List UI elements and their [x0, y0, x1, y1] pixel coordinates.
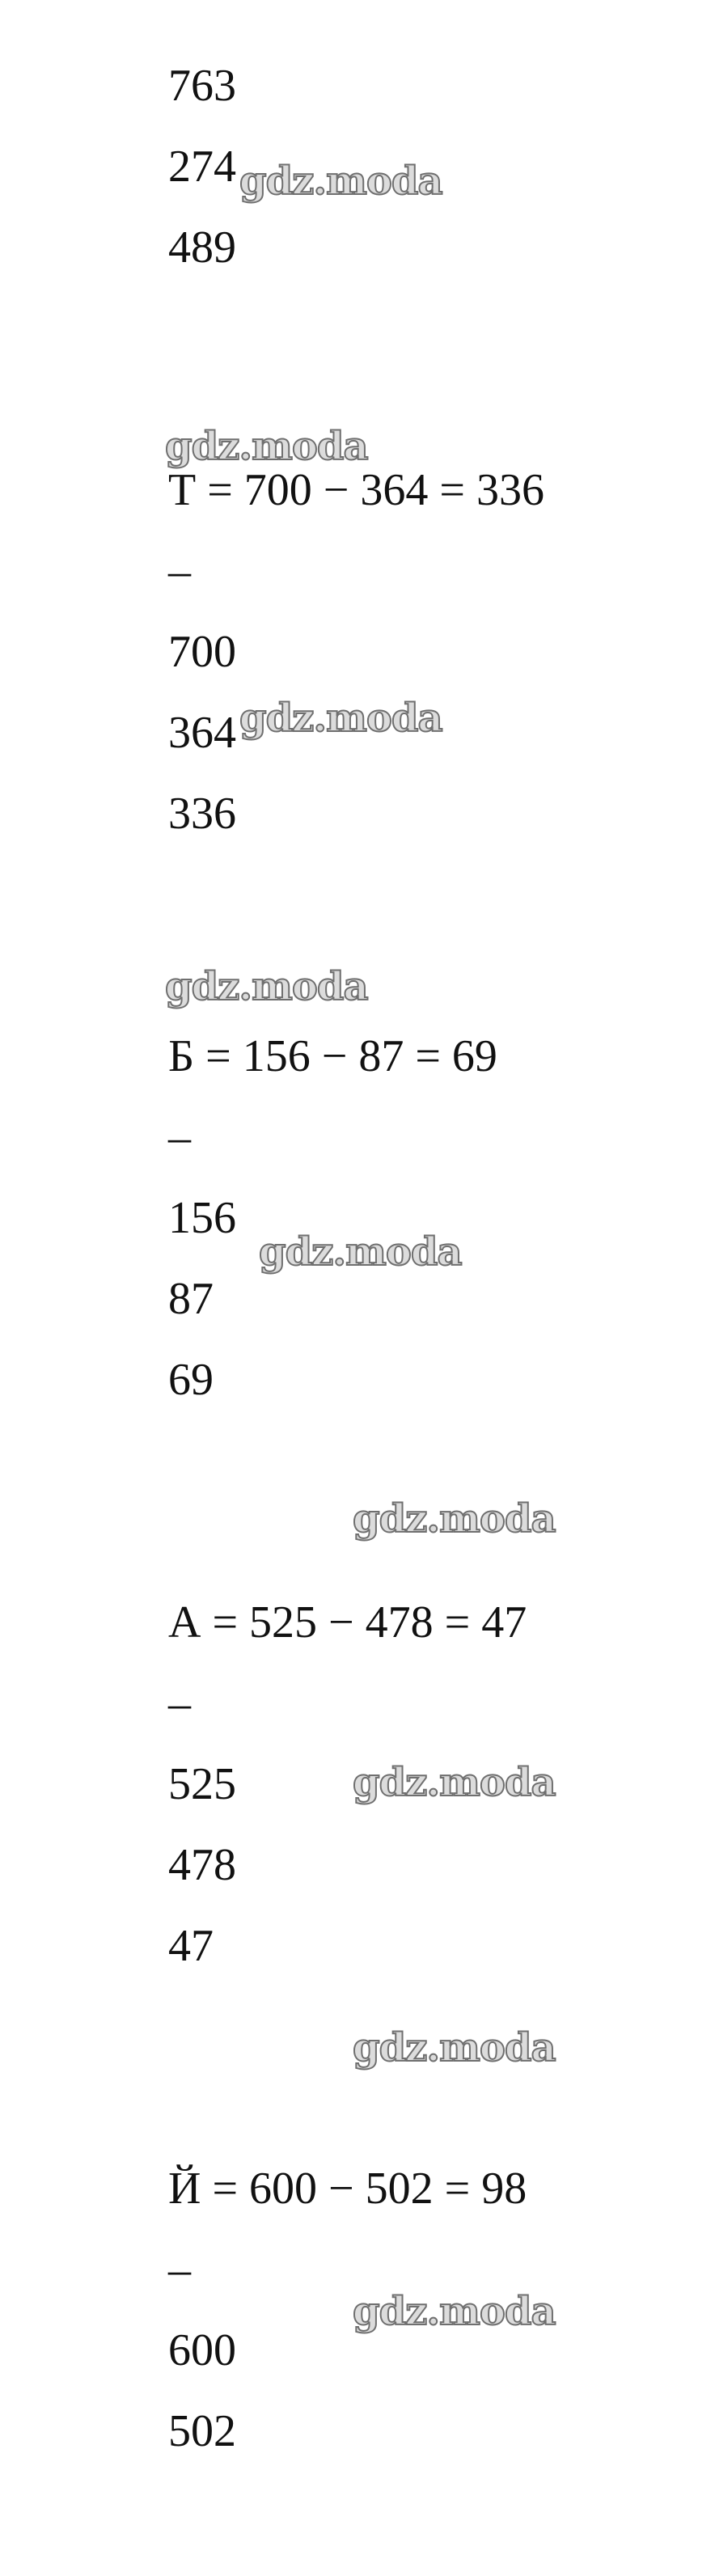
text-line-600: 600: [168, 2325, 236, 2375]
watermark: gdz.moda: [259, 1229, 462, 1275]
equation-b: Б = 156 − 87 = 69: [168, 1031, 497, 1081]
minus-sign: –: [168, 546, 191, 596]
text-line-478: 478: [168, 1840, 236, 1890]
minus-sign: –: [168, 2244, 191, 2295]
text-line-525: 525: [168, 1759, 236, 1809]
watermark: gdz.moda: [353, 2025, 556, 2071]
watermark: gdz.moda: [239, 696, 442, 741]
text-line-489: 489: [168, 222, 236, 273]
minus-sign: –: [168, 1112, 191, 1162]
text-line-69: 69: [168, 1355, 214, 1405]
text-line-47: 47: [168, 1921, 214, 1971]
watermark: gdz.moda: [165, 964, 368, 1009]
equation-t: Т = 700 − 364 = 336: [168, 465, 544, 515]
watermark: gdz.moda: [239, 159, 442, 204]
text-line-502: 502: [168, 2406, 236, 2456]
equation-i: Й = 600 − 502 = 98: [168, 2164, 527, 2214]
text-line-336: 336: [168, 789, 236, 839]
watermark: gdz.moda: [353, 1496, 556, 1542]
text-line-87: 87: [168, 1274, 214, 1324]
equation-a: А = 525 − 478 = 47: [168, 1597, 527, 1648]
watermark: gdz.moda: [353, 2289, 556, 2334]
text-line-364: 364: [168, 708, 236, 758]
text-line-763: 763: [168, 61, 236, 111]
text-line-156: 156: [168, 1193, 236, 1243]
watermark: gdz.moda: [165, 424, 368, 469]
minus-sign: –: [168, 1678, 191, 1728]
watermark: gdz.moda: [353, 1760, 556, 1805]
text-line-700: 700: [168, 627, 236, 677]
text-line-274: 274: [168, 142, 236, 192]
